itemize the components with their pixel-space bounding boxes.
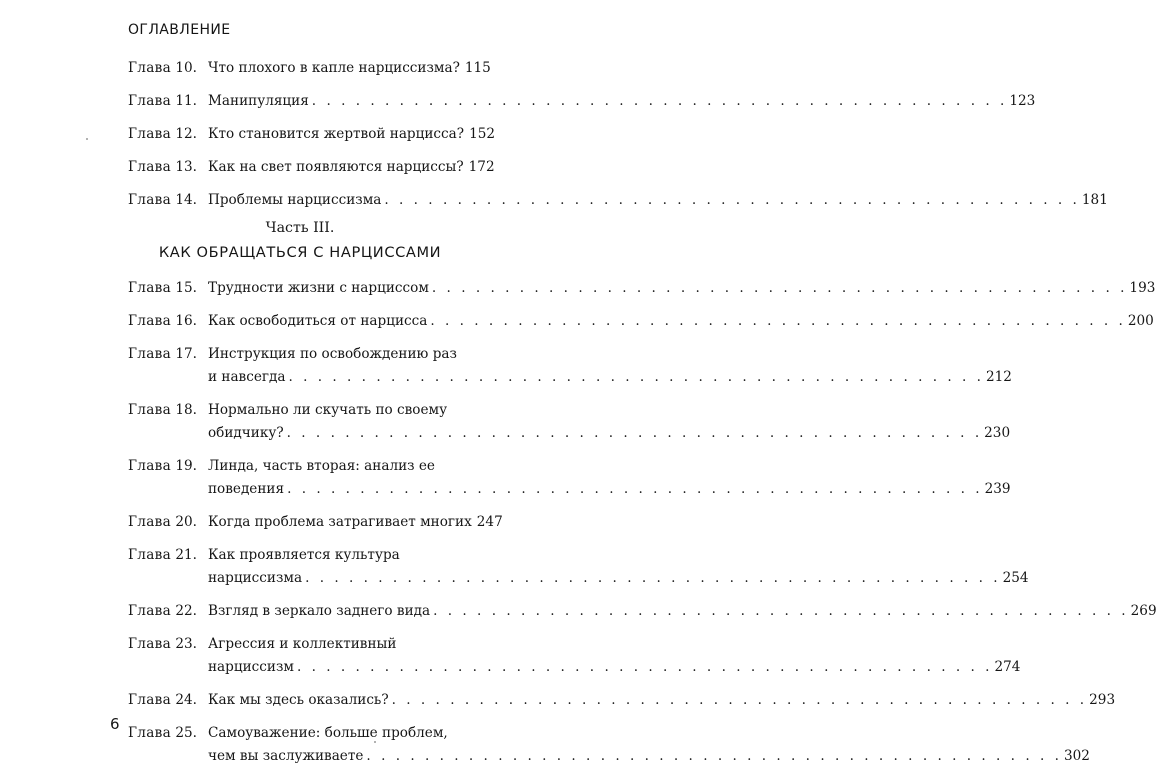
toc-entry-line [128, 93, 1036, 111]
dot-leader: . . . . . . . . . . . . . . . . . . . . . . . . . . . . . . . . . . . . . . . . . . . . . . . . [296, 659, 993, 675]
toc-entry-line [128, 458, 470, 476]
toc-entry [128, 280, 1156, 298]
chapter-title: нарциссизм [208, 659, 294, 675]
toc-entry [128, 514, 503, 532]
dot-leader: . . . . . . . . . . . . . . . . . . . . . . . . . . . . . . . . . . . . . . . . . . . . . . . . [311, 93, 1008, 109]
toc-entry [128, 725, 1090, 766]
toc-entry-line [128, 126, 496, 144]
toc-list-part-ii [128, 60, 1108, 225]
page-ref: 247 [476, 514, 503, 530]
toc-entry [128, 603, 1157, 621]
page-ref: 115 [464, 60, 491, 76]
running-head: ОГЛАВЛЕНИЕ [128, 22, 231, 38]
chapter-label [128, 692, 208, 708]
dot-leader: . . . . . . . . . . . . . . . . . . . . . . . . . . . . . . . . . . . . . . . . . . . . . . . . [305, 570, 1001, 586]
chapter-label [128, 725, 208, 741]
chapter-number: 10. [175, 60, 197, 76]
toc-entry-line [128, 313, 1154, 331]
toc-entry [128, 159, 495, 177]
chapter-label [128, 280, 208, 296]
toc-entry [128, 547, 1029, 588]
chapter-word: Глава [128, 346, 171, 362]
chapter-word: Глава [128, 280, 171, 296]
page-ref: 200 [1127, 313, 1154, 329]
page-ref: 293 [1089, 692, 1116, 708]
page-ref: 274 [994, 659, 1021, 675]
chapter-title: Как проявляется культура [208, 547, 400, 563]
chapter-title: чем вы заслуживаете [208, 748, 364, 764]
chapter-word: Глава [128, 603, 171, 619]
chapter-number: 12. [175, 126, 197, 142]
dot-leader: . . . . . . . . . . . . . . . . . . . . . . . . . . . . . . . . . . . . . . . . . . . . . . . . [384, 192, 1080, 208]
chapter-word: Глава [128, 725, 171, 741]
page-ref: 172 [468, 159, 495, 175]
toc-entry-line [128, 659, 1021, 677]
chapter-word: Глава [128, 126, 171, 142]
toc-entry [128, 126, 496, 144]
chapter-number: 23. [175, 636, 197, 652]
toc-entry-line [128, 280, 1156, 298]
chapter-title: Кто становится жертвой нарцисса? [208, 126, 465, 142]
toc-entry-line [128, 514, 503, 532]
chapter-word: Глава [128, 60, 171, 76]
part-title: КАК ОБРАЩАТЬСЯ С НАРЦИССАМИ [158, 244, 442, 261]
toc-entry-line [128, 636, 470, 654]
chapter-word: Глава [128, 402, 171, 418]
page-ref: 212 [985, 369, 1012, 385]
toc-entry [128, 692, 1116, 710]
chapter-number: 18. [175, 402, 197, 418]
chapter-title: Как мы здесь оказались? [208, 692, 389, 708]
page-ref: 152 [469, 126, 496, 142]
dot-leader: . . . . . . . . . . . . . . . . . . . . . . . . . . . . . . . . . . . . . . . . . . . . . . . . [431, 280, 1128, 296]
page-ref: 302 [1063, 748, 1090, 764]
chapter-word: Глава [128, 692, 171, 708]
chapter-word: Глава [128, 547, 171, 563]
page-ref: 123 [1009, 93, 1036, 109]
chapter-number: 11. [175, 93, 197, 109]
chapter-word: Глава [128, 514, 171, 530]
dot-leader: . . . . . . . . . . . . . . . . . . . . . . . . . . . . . . . . . . . . . . . . . . . . . . . . [391, 692, 1088, 708]
chapter-label [128, 346, 208, 362]
chapter-label [128, 192, 208, 208]
chapter-word: Глава [128, 458, 171, 474]
toc-entry-line [128, 192, 1108, 210]
chapter-title: Агрессия и коллективный [208, 636, 397, 652]
toc-entry-line [128, 159, 495, 177]
toc-entry [128, 402, 1011, 443]
dot-leader: . . . . . . . . . . . . . . . . . . . . . . . . . . . . . . . . . . . . . . . . . . . . . . . . [433, 603, 1129, 619]
toc-entry-line [128, 748, 1090, 766]
chapter-title: поведения [208, 481, 285, 497]
toc-entry-line [128, 402, 470, 420]
chapter-word: Глава [128, 192, 171, 208]
dot-leader: . . . . . . . . . . . . . . . . . . . . . . . . . . . . . . . . . . . . . . . . . . . . . . . . [430, 313, 1126, 329]
chapter-number: 22. [175, 603, 197, 619]
chapter-title: Нормально ли скучать по своему [208, 402, 448, 418]
toc-entry-line [128, 725, 470, 743]
chapter-title: Манипуляция [208, 93, 309, 109]
chapter-title: Проблемы нарциссизма [208, 192, 382, 208]
chapter-title: Как освободиться от нарцисса [208, 313, 428, 329]
chapter-number: 19. [175, 458, 197, 474]
dot-leader: . . . . . . . . . . . . . . . . . . . . . . . . . . . . . . . . . . . . . . . . . . . . . . . . [288, 369, 984, 385]
toc-entry-line [128, 425, 1011, 443]
chapter-number: 21. [175, 547, 197, 563]
toc-entry [128, 313, 1154, 331]
page-ref: 269 [1130, 603, 1157, 619]
chapter-title: Трудности жизни с нарциссом [208, 280, 429, 296]
chapter-title: Что плохого в капле нарциссизма? [208, 60, 460, 76]
chapter-word: Глава [128, 93, 171, 109]
part-heading [0, 218, 600, 261]
chapter-title: Линда, часть вторая: анализ ее [208, 458, 435, 474]
chapter-title: Инструкция по освобождению раз [208, 346, 457, 362]
dot-leader: . . . . . . . . . . . . . . . . . . . . . . . . . . . . . . . . . . . . . . . . . . . . . . . . [287, 481, 983, 497]
chapter-word: Глава [128, 159, 171, 175]
chapter-number: 20. [175, 514, 197, 530]
chapter-label [128, 514, 208, 530]
toc-entry-line [128, 369, 1012, 387]
toc-list-part-iii [128, 280, 1157, 781]
chapter-title: Когда проблема затрагивает многих [208, 514, 472, 530]
chapter-label [128, 547, 208, 563]
part-label: Часть III. [265, 220, 335, 236]
chapter-title: Взгляд в зеркало заднего вида [208, 603, 431, 619]
dot-leader: . . . . . . . . . . . . . . . . . . . . . . . . . . . . . . . . . . . . . . . . . . . . . . . . [366, 748, 1062, 764]
chapter-label [128, 603, 208, 619]
toc-entry-line [128, 603, 1157, 621]
chapter-word: Глава [128, 636, 171, 652]
print-speck [86, 138, 88, 140]
toc-entry-line [128, 692, 1116, 710]
toc-entry-line [128, 346, 470, 364]
toc-entry-line [128, 481, 1011, 499]
chapter-title: нарциссизма [208, 570, 303, 586]
print-speck [374, 741, 376, 743]
chapter-number: 16. [175, 313, 197, 329]
chapter-label [128, 93, 208, 109]
chapter-label [128, 402, 208, 418]
toc-entry [128, 458, 1011, 499]
chapter-label [128, 126, 208, 142]
page-ref: 230 [984, 425, 1011, 441]
chapter-label [128, 458, 208, 474]
toc-entry-line [128, 60, 491, 78]
chapter-title: обидчику? [208, 425, 284, 441]
toc-entry [128, 636, 1021, 677]
toc-entry [128, 93, 1036, 111]
chapter-title: Как на свет появляются нарциссы? [208, 159, 464, 175]
chapter-number: 17. [175, 346, 197, 362]
page-ref: 254 [1002, 570, 1029, 586]
chapter-title: Самоуважение: больше проблем, [208, 725, 448, 741]
chapter-title: и навсегда [208, 369, 286, 385]
toc-entry [128, 192, 1108, 210]
page-ref: 239 [984, 481, 1011, 497]
chapter-word: Глава [128, 313, 171, 329]
chapter-number: 15. [175, 280, 197, 296]
chapter-number: 13. [175, 159, 197, 175]
chapter-label [128, 313, 208, 329]
chapter-number: 24. [175, 692, 197, 708]
chapter-number: 25. [175, 725, 197, 741]
chapter-label [128, 60, 208, 76]
toc-entry [128, 60, 491, 78]
page-ref: 193 [1129, 280, 1156, 296]
toc-entry-line [128, 570, 1029, 588]
chapter-label [128, 159, 208, 175]
chapter-label [128, 636, 208, 652]
page-ref: 181 [1081, 192, 1108, 208]
toc-entry-line [128, 547, 470, 565]
chapter-number: 14. [175, 192, 197, 208]
dot-leader: . . . . . . . . . . . . . . . . . . . . . . . . . . . . . . . . . . . . . . . . . . . . . . . . [286, 425, 983, 441]
page-number: 6 [110, 715, 120, 733]
toc-entry [128, 346, 1012, 387]
